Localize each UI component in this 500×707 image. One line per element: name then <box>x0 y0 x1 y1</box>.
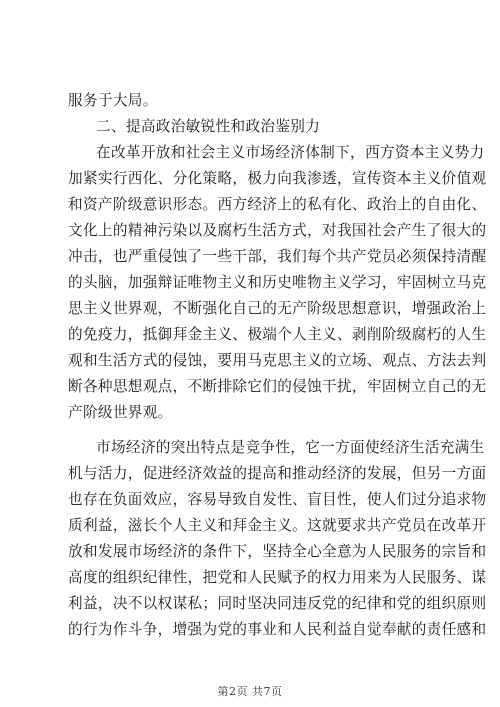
text-line: 思主义世界观，不断强化自己的无产阶级思想意识，增强政治上 <box>68 300 487 317</box>
text-line: 机与活力，促进经济效益的提高和推动经济的发展，但另一方面 <box>68 465 487 482</box>
text-line: 质利益，滋长个人主义和拜金主义。这就要求共产党员在改革开 <box>68 517 487 534</box>
text-line: 观和生活方式的侵蚀，要用马克思主义的立场、观点、方法去判 <box>68 352 487 369</box>
section-heading: 二、提高政治敏锐性和政治鉴别力 <box>96 118 321 135</box>
text-line: 也存在负面效应，容易导致自发性、盲目性，使人们过分追求物 <box>68 491 487 508</box>
text-line: 的免疫力，抵御拜金主义、极端个人主义、剥削阶级腐朽的人生 <box>68 326 487 343</box>
text-line: 的头脑，加强辩证唯物主义和历史唯物主义学习，牢固树立马克 <box>68 274 487 291</box>
text-line: 加紧实行西化、分化策略，极力向我渗透，宣传资本主义价值观 <box>68 170 487 187</box>
text-line: 市场经济的突出特点是竞争性，它一方面使经济生活充满生 <box>96 439 485 456</box>
document-body <box>68 88 487 643</box>
page-number: 第2页 共7页 <box>217 685 283 698</box>
text-line: 服务于大局。 <box>68 92 158 109</box>
text-line: 产阶级世界观。 <box>68 404 173 421</box>
text-line: 断各种思想观点，不断排除它们的侵蚀干扰，牢固树立自己的无 <box>68 378 487 395</box>
text-line: 高度的组织纪律性，把党和人民赋予的权力用来为人民服务、谋 <box>68 569 487 586</box>
text-line: 在改革开放和社会主义市场经济体制下，西方资本主义势力 <box>96 144 485 161</box>
text-line: 冲击，也严重侵蚀了一些干部，我们每个共产党员必须保持清醒 <box>68 248 487 265</box>
text-line: 文化上的精神污染以及腐朽生活方式，对我国社会产生了很大的 <box>68 222 487 239</box>
text-line: 的行为作斗争，增强为党的事业和人民利益自觉奉献的责任感和 <box>68 621 487 638</box>
text-line: 放和发展市场经济的条件下，坚持全心全意为人民服务的宗旨和 <box>68 543 487 560</box>
paragraph-gap <box>68 426 440 435</box>
text-line: 和资产阶级意识形态。西方经济上的私有化、政治上的自由化、 <box>68 196 487 213</box>
text-line: 利益，决不以权谋私；同时坚决同违反党的纪律和党的组织原则 <box>68 595 487 612</box>
